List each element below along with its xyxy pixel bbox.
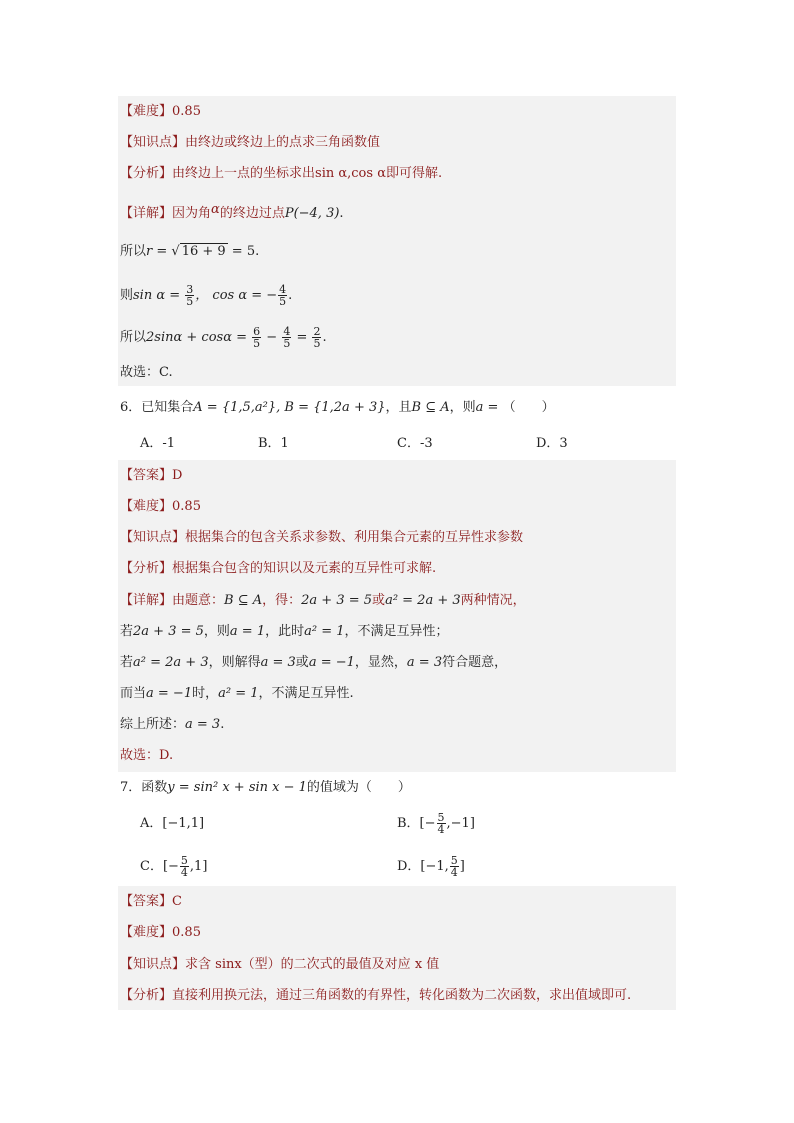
q7-answer: 【答案】C bbox=[120, 894, 182, 909]
q5-r-line: 所以r = √ 16 + 9 = 5. bbox=[120, 244, 260, 259]
q6-option-d[interactable]: D．3 bbox=[536, 436, 568, 451]
q7-option-b[interactable]: B．[− $\frac{5}{4}$ ,−1] bbox=[397, 811, 475, 836]
fraction: $\frac{5}{4}$ bbox=[180, 854, 188, 879]
q6-option-b[interactable]: B．1 bbox=[258, 436, 289, 451]
q5-detail: 【详解】因为角α的终边过点P(−4, 3). bbox=[120, 202, 344, 221]
q7-option-d[interactable]: D．[−1, $\frac{5}{4}$ ] bbox=[397, 854, 465, 879]
q6-option-a[interactable]: A．-1 bbox=[140, 436, 176, 451]
q6-choose: 故选：D. bbox=[120, 748, 174, 763]
q7-knowledge: 【知识点】求含 sinx（型）的二次式的最值及对应 x 值 bbox=[120, 957, 440, 972]
fraction: $\frac{5}{4}$ bbox=[437, 811, 445, 836]
q7-stem: 7．函数y = sin² x + sin x − 1的值域为（ ） bbox=[120, 780, 411, 795]
q5-sin-cos-line: 则sin α = $\frac{3}{5}$ ， cos α = − $\frac{4}{5}$ . bbox=[120, 283, 293, 308]
fraction: $\frac{3}{5}$ bbox=[186, 283, 194, 308]
q5-choose: 故选：C. bbox=[120, 365, 173, 380]
fraction: $\frac{2}{5}$ bbox=[313, 325, 321, 350]
q7-option-a[interactable]: A．[−1,1] bbox=[140, 816, 205, 831]
q6-detail: 【详解】由题意：B ⊆ A，得：2a + 3 = 5或a² = 2a + 3两种情况， bbox=[120, 593, 526, 608]
q6-analysis: 【分析】根据集合包含的知识以及元素的互异性可求解. bbox=[120, 561, 437, 576]
q6-detail-line-3: 若a² = 2a + 3，则解得a = 3或a = −1，显然，a = 3符合题意， bbox=[120, 655, 508, 670]
q6-detail-line-4: 而当a = −1时，a² = 1，不满足互异性. bbox=[120, 686, 354, 701]
fraction: $\frac{4}{5}$ bbox=[279, 283, 287, 308]
q6-option-c[interactable]: C．-3 bbox=[397, 436, 433, 451]
fraction: $\frac{6}{5}$ bbox=[253, 325, 261, 350]
q6-answer: 【答案】D bbox=[120, 468, 183, 483]
q7-difficulty: 【难度】0.85 bbox=[120, 925, 201, 940]
q5-difficulty: 【难度】0.85 bbox=[120, 104, 201, 119]
q6-detail-line-5: 综上所述：a = 3. bbox=[120, 717, 225, 732]
q5-knowledge: 【知识点】由终边或终边上的点求三角函数值 bbox=[120, 135, 381, 150]
fraction: $\frac{5}{4}$ bbox=[450, 854, 458, 879]
q7-option-c[interactable]: C．[− $\frac{5}{4}$ ,1] bbox=[140, 854, 208, 879]
q6-knowledge: 【知识点】根据集合的包含关系求参数、利用集合元素的互异性求参数 bbox=[120, 530, 524, 545]
q6-difficulty: 【难度】0.85 bbox=[120, 499, 201, 514]
q5-analysis: 【分析】由终边上一点的坐标求出sin α,cos α即可得解. bbox=[120, 166, 443, 181]
q6-detail-line-2: 若2a + 3 = 5，则a = 1，此时a² = 1，不满足互异性； bbox=[120, 624, 449, 639]
q7-analysis: 【分析】直接利用换元法，通过三角函数的有界性，转化函数为二次函数，求出值域即可. bbox=[120, 988, 632, 1003]
q6-stem: 6．已知集合A = {1,5,a²}, B = {1,2a + 3}，且B ⊆ A，则a = （ ） bbox=[120, 400, 555, 415]
fraction: $\frac{4}{5}$ bbox=[283, 325, 291, 350]
q5-sum-line: 所以2sinα + cosα = $\frac{6}{5}$ − $\frac{4}{5}$ = $\frac{2}{5}$ . bbox=[120, 325, 327, 350]
